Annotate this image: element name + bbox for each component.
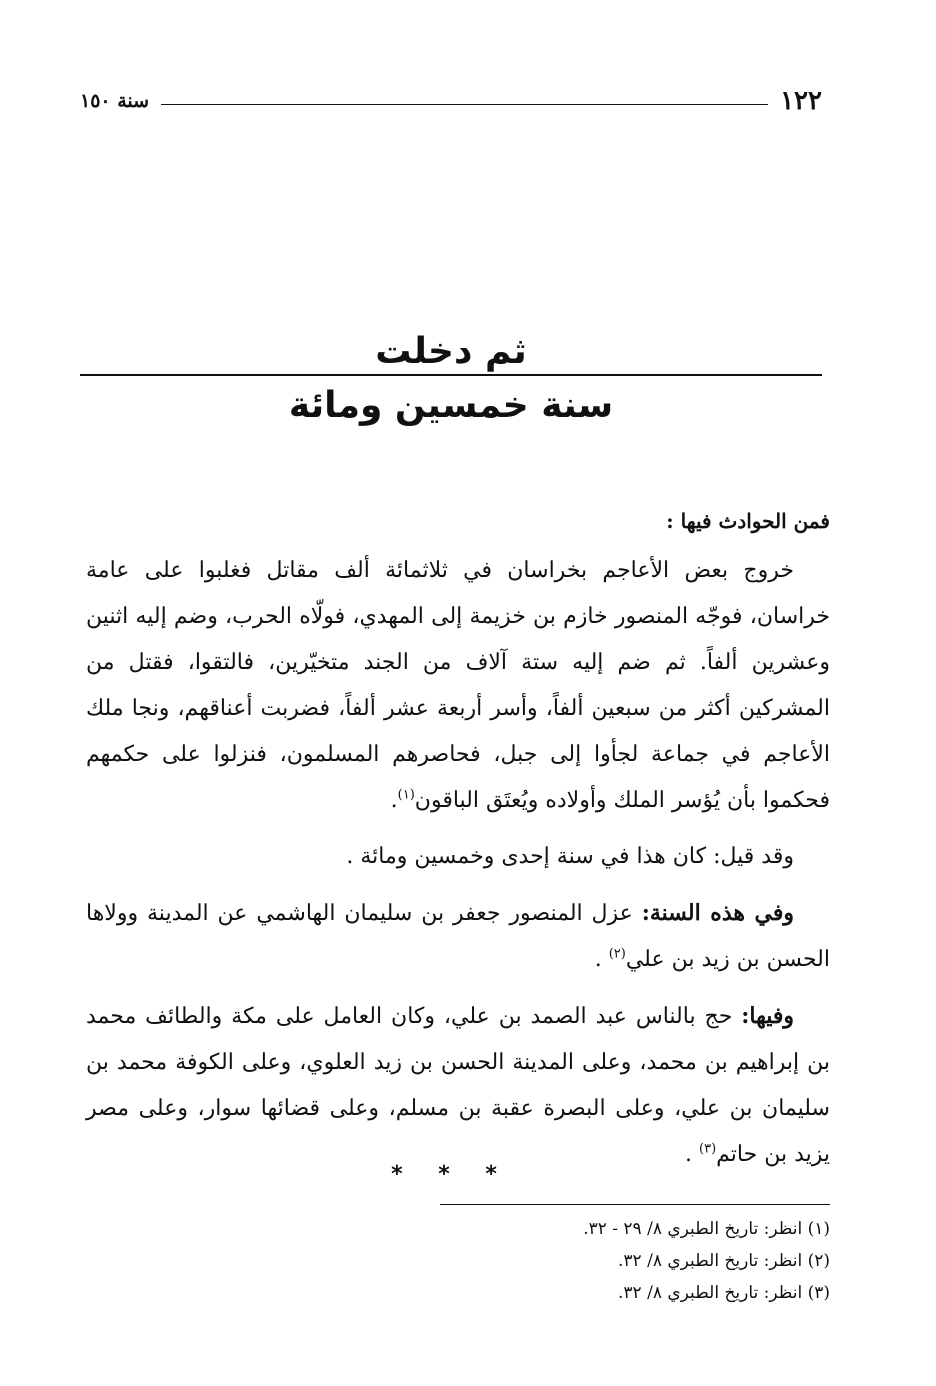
- footnote-1: (١) انظر: تاريخ الطبري ٨/ ٢٩ - ٣٢.: [583, 1219, 830, 1239]
- paragraph-1: [86, 548, 830, 824]
- footnote-ref-1: (١): [397, 787, 415, 803]
- heading-rule: [80, 374, 822, 376]
- section-separator: * * *: [391, 1162, 511, 1187]
- paragraph-3-lead: وفي هذه السنة:: [641, 900, 795, 926]
- heading-line-2: سنة خمسين ومائة: [288, 385, 614, 426]
- paragraph-3-end: .: [594, 947, 602, 972]
- footnote-3: (٣) انظر: تاريخ الطبري ٨/ ٣٢.: [618, 1283, 830, 1303]
- paragraph-4-text: حج بالناس عبد الصمد بن علي، وكان العامل على مكة والطائف محمد بن إبراهيم بن محمد، وعلى المدينة الحسن بن زيد العلوي، وعلى الكوفة محمد بن سليمان بن علي، وعلى البصرة عقبة بن مسلم، وعلى قضائها سوار، وعلى مصر يزيد بن حاتم: [86, 1004, 831, 1167]
- footnote-rule: [440, 1204, 830, 1205]
- paragraph-1-end: .: [390, 788, 398, 813]
- header-rule: [161, 104, 768, 105]
- footnotes: [120, 1213, 830, 1309]
- paragraph-4: [86, 993, 830, 1178]
- paragraph-4-end: .: [685, 1142, 692, 1167]
- chapter-heading: [80, 330, 822, 432]
- paragraph-2: وقد قيل: كان هذا في سنة إحدى وخمسين ومائة .: [346, 844, 794, 869]
- header-year-label: سنة ١٥٠: [80, 90, 150, 112]
- paragraph-1-text: خروج بعض الأعاجم بخراسان في ثلاثمائة ألف مقاتل فغلبوا على عامة خراسان، فوجّه المنصور خازم بن خزيمة إلى المهدي، فولّاه الحرب، وضم إليه اثنين وعشرين ألفاً. ثم ضم إليه ستة آلاف من الجند متخيّرين، فالتقوا، فقتل من المشركين أكثر من سبعين ألفاً، وأسر أربعة عشر ألفاً، فضربت أعناقهم، ونجا ملك الأعاجم في جماعة لجأوا إلى جبل، فحاصرهم المسلمون، فنزلوا على حكمهم فحكموا بأن يُؤسر الملك وأولاده ويُعتَق الباقون: [86, 558, 830, 813]
- running-header: [80, 84, 822, 118]
- footnote-ref-2: (٢): [608, 946, 626, 962]
- heading-line-1: ثم دخلت: [375, 331, 527, 372]
- section-intro: فمن الحوادث فيها :: [666, 509, 830, 533]
- paragraph-3-text: عزل المنصور جعفر بن سليمان الهاشمي عن المدينة وولاها الحسن بن زيد بن علي: [86, 901, 830, 972]
- body-text: [86, 498, 830, 1188]
- footnote-ref-3: (٣): [699, 1141, 717, 1157]
- footnote-2: (٢) انظر: تاريخ الطبري ٨/ ٣٢.: [618, 1251, 830, 1271]
- page-number: ١٢٢: [780, 86, 822, 116]
- paragraph-4-lead: وفيها:: [741, 1003, 794, 1029]
- paragraph-3: [86, 890, 830, 983]
